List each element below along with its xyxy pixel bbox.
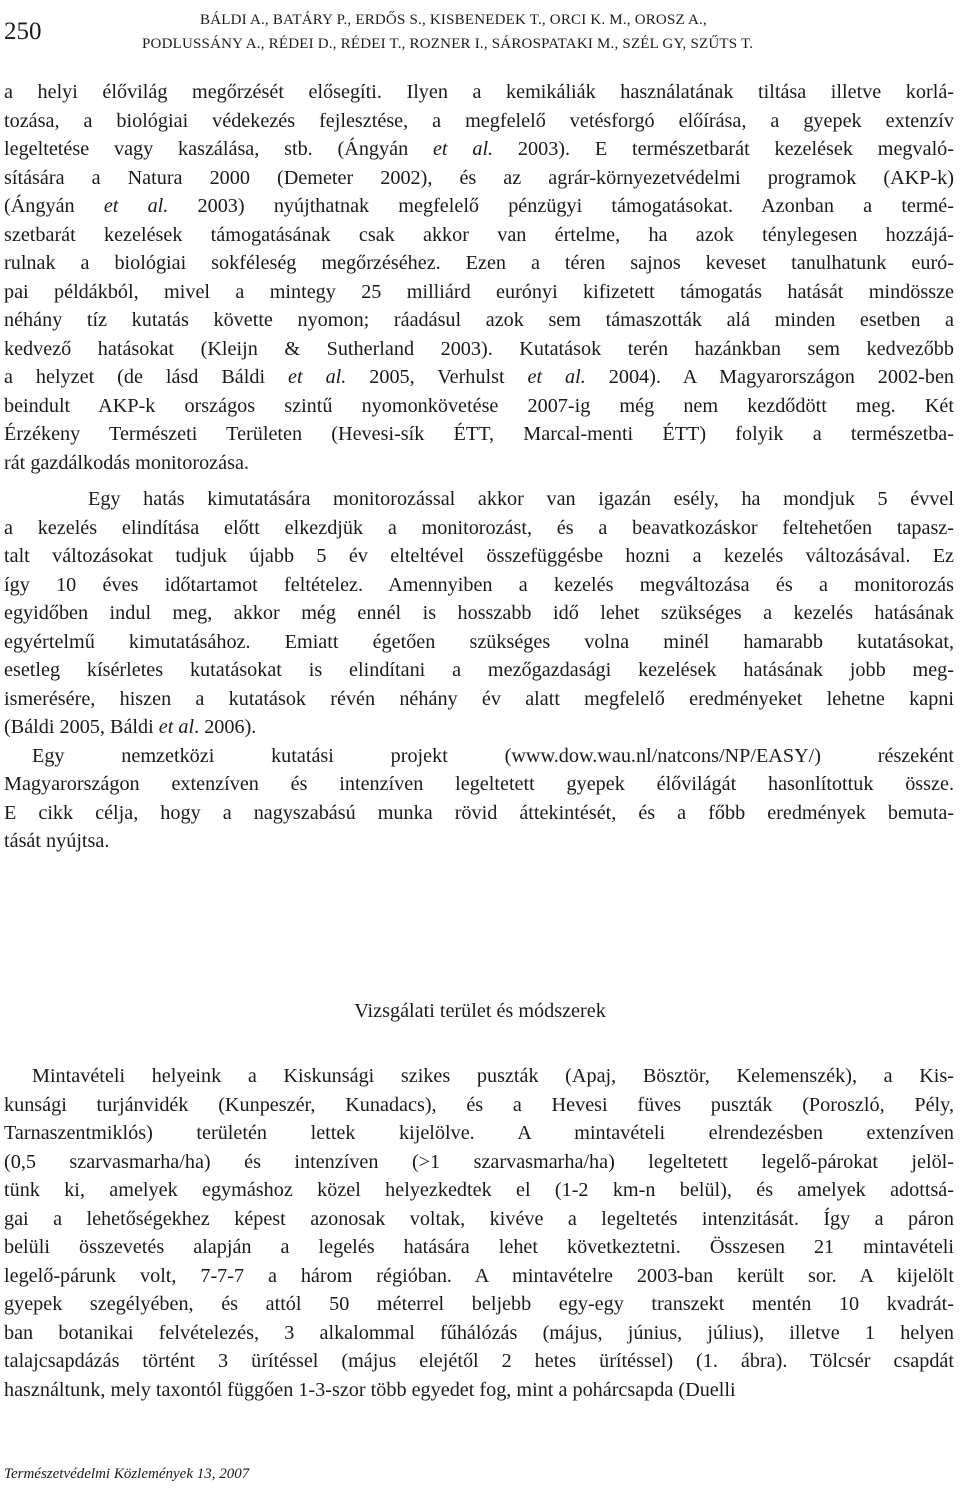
text-line: pai példákból, mivel a mintegy 25 milliárd eurónyi kifizetett támogatás hatását mindössze (4, 280, 954, 303)
text-line: szetbarát kezelések támogatásának csak akkor van értelme, ha azok ténylegesen hozzájá- (4, 223, 954, 246)
journal-footer: Természetvédelmi Közlemények 13, 2007 (4, 1466, 250, 1482)
running-head-authors-line-2: PODLUSSÁNY A., RÉDEI D., RÉDEI T., ROZNER I., SÁROSPATAKI M., SZÉL GY, SZŰTS T. (142, 36, 754, 52)
text-line: tozása, a biológiai védekezés fejlesztése, a megfelelő vetésforgó előírása, a gyepek extenzív (4, 109, 954, 132)
text-line: ban botanikai felvételezés, 3 alkalommal fűhálózás (május, június, július), illetve 1 helyen (4, 1321, 954, 1344)
text-line: Tarnaszentmiklós) területén lettek kijelölve. A mintavételi elrendezésben extenzíven (4, 1122, 954, 1144)
text-line: kedvező hatásokat (Kleijn & Sutherland 2003). Kutatások terén hazánkban sem kedvezőbb (4, 337, 954, 360)
running-head-authors-line-1: BÁLDI A., BATÁRY P., ERDŐS S., KISBENEDEK T., ORCI K. M., OROSZ A., (200, 12, 707, 28)
text-line: (Ángyán et al. 2003) nyújthatnak megfelelő pénzügyi támogatásokat. Azonban a termé- (4, 195, 954, 217)
section-heading: Vizsgálati terület és módszerek (354, 1000, 606, 1022)
text-line: tünk ki, amelyek egymáshoz közel helyezkedtek el (1-2 km-n belül), és amelyek adottsá- (4, 1179, 954, 1201)
text-line: Egy nemzetközi kutatási projekt (www.dow.wau.nl/natcons/NP/EASY/) részeként (32, 744, 954, 767)
paragraph-3 (4, 742, 954, 856)
text-line: egyidőben indul meg, akkor még ennél is hosszabb idő lehet szükséges a kezelés hatásának (4, 602, 954, 624)
text-line: a helyzet (de lásd Báldi et al. 2005, Verhulst et al. 2004). A Magyarországon 2002-ben (4, 366, 955, 388)
text-line: beindult AKP-k országos szintű nyomonkövetése 2007-ig még nem kezdődött meg. Két (4, 394, 954, 417)
text-line: gai a lehetőségekhez képest azonosak voltak, kivéve a legeltetés intenzitását. Így a páron (4, 1207, 954, 1230)
text-line: (Báldi 2005, Báldi et al. 2006). (4, 716, 257, 738)
page-number: 250 (4, 18, 42, 45)
text-line: gyepek szegélyében, és attól 50 méterrel beljebb egy-egy transzekt mentén 10 kvadrát- (4, 1293, 954, 1315)
text-line: legeltetése vagy kaszálása, stb. (Ángyán et al. 2003). E természetbarát kezelések megvaló- (4, 138, 954, 160)
text-line: kunsági turjánvidék (Kunpeszér, Kunadacs), és a Hevesi füves puszták (Poroszló, Pély, (4, 1093, 954, 1116)
text-line: használtunk, mely taxontól függően 1-3-szor több egyedet fog, mint a pohárcsapda (Duelli (4, 1378, 736, 1401)
text-line: belüli összevetés alapján a legelés hatására lehet következtetni. Összesen 21 mintavételi (4, 1236, 954, 1258)
text-line: talajcsapdázás történt 3 ürítéssel (május elejétől 2 hetes ürítéssel) (1. ábra). Tölcsér csapdát (4, 1350, 954, 1372)
paragraph-4 (4, 1062, 954, 1404)
text-line: Érzékeny Természeti Területen (Hevesi-sík ÉTT, Marcal-menti ÉTT) folyik a természetba- (4, 423, 954, 445)
text-line: a kezelés elindítása előtt elkezdjük a monitorozást, és a beavatkozáskor feltehetően tapasz- (4, 516, 954, 539)
paragraph-2 (4, 485, 954, 742)
body-text-section (4, 1062, 954, 1404)
text-line: így 10 éves időtartamot feltételez. Amennyiben a kezelés megváltozása és a monitorozás (4, 573, 954, 596)
text-line: a helyi élővilág megőrzését elősegíti. Ilyen a kemikáliák használatának tiltása illetve korlá- (4, 81, 954, 103)
body-text (4, 78, 954, 856)
paragraph-1 (4, 78, 954, 477)
text-line: legelő-párunk volt, 7-7-7 a három régióban. A mintavételre 2003-ban került sor. A kijelölt (4, 1264, 954, 1287)
text-line: rulnak a biológiai sokféleség megőrzéséhez. Ezen a téren sajnos keveset tanulhatunk euró- (4, 252, 954, 274)
text-line: tását nyújtsa. (4, 830, 110, 852)
text-line: Mintavételi helyeink a Kiskunsági szikes puszták (Apaj, Bösztör, Kelemenszék), a Kis- (32, 1065, 954, 1087)
text-line: egyértelmű kimutatásához. Emiatt égetően szükséges volna minél hamarabb kutatásokat, (4, 630, 954, 653)
text-line: Magyarországon extenzíven és intenzíven legeltetett gyepek élővilágát hasonlítottuk össze. (4, 773, 954, 795)
running-head (142, 8, 842, 56)
text-line: ismerésére, hiszen a kutatások révén néhány év alatt megfelelő eredményeket lehetne kapni (4, 687, 954, 710)
text-line: néhány tíz kutatás követte nyomon; ráadásul azok sem támaszották alá minden esetben a (4, 309, 954, 331)
text-line: esetleg kísérletes kutatásokat is elindítani a mezőgazdasági kezelések hatásának jobb meg- (4, 659, 954, 681)
text-line: talt változásokat tudjuk újabb 5 év elteltével összefüggésbe hozni a kezelés változásával. Ez (4, 545, 954, 567)
text-line: sítására a Natura 2000 (Demeter 2002), és az agrár-környezetvédelmi programok (AKP-k) (4, 166, 954, 189)
text-line: rát gazdálkodás monitorozása. (4, 451, 249, 474)
text-line: (0,5 szarvasmarha/ha) és intenzíven (>1 szarvasmarha/ha) legeltetett legelő-párokat jelöl- (4, 1150, 954, 1173)
text-line: E cikk célja, hogy a nagyszabású munka rövid áttekintését, és a főbb eredmények bemuta- (4, 801, 954, 824)
text-line: Egy hatás kimutatására monitorozással akkor van igazán esély, ha mondjuk 5 évvel (88, 488, 954, 510)
